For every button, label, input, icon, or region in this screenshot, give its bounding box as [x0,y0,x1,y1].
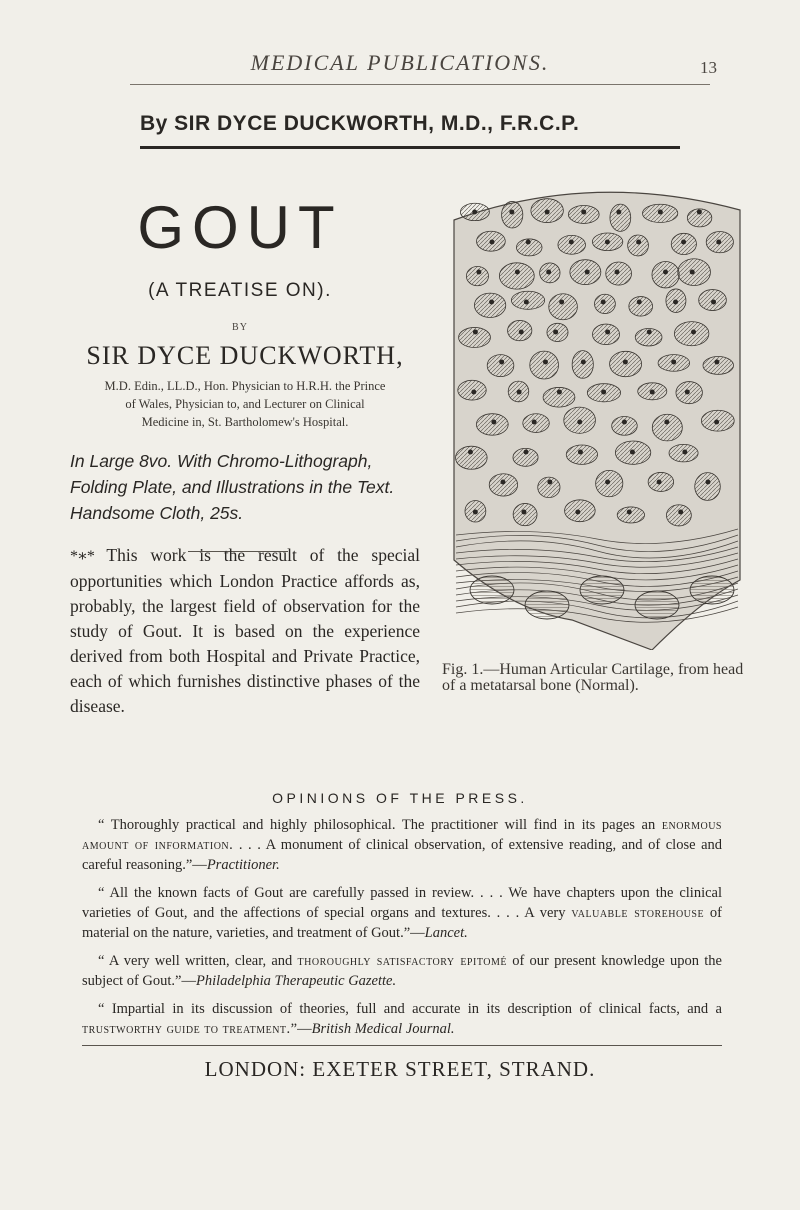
press-reviews [82,815,722,1047]
review-emphasis: trustworthy guide to treatment. [82,1021,291,1037]
cell-nucleus [673,300,678,305]
cartilage-cell [566,445,597,464]
review-emphasis: enormous amount of information. [82,817,722,853]
cartilage-lacuna [470,576,514,604]
cartilage-cell [466,267,488,286]
cell-nucleus [545,210,550,215]
cartilage-engraving [452,180,742,650]
cell-nucleus [521,510,526,515]
author-line: By SIR DYCE DUCKWORTH, M.D., F.R.C.P. [140,112,580,135]
cartilage-cell [476,414,508,435]
review-text: “ A very well written, clear, and [98,953,298,969]
cartilage-cell [592,324,619,345]
review-source: British Medical Journal. [311,1021,455,1037]
cartilage-lacuna [690,576,734,604]
cell-nucleus [489,300,494,305]
by-label: BY [232,322,248,333]
cell-nucleus [472,210,477,215]
cartilage-cell [617,507,644,523]
page-number: 13 [700,58,717,77]
cell-nucleus [581,210,586,215]
cell-nucleus [622,420,627,425]
review-text: “ Thoroughly practical and highly philosophical. The practitioner will find in its pages an [98,817,662,833]
cell-nucleus [685,390,690,395]
review-text: ”— [290,1021,312,1037]
review-text: “ All the known facts of Gout are carefully passed in review. . . . We have chapters upon the clinical varieties of Gout, and the affections of special organs and textures. . . . A very [82,885,722,921]
cell-nucleus [509,210,514,215]
figure-caption: Fig. 1.—Human Articular Cartilage, from head of a metatarsal bone (Normal). [442,661,744,694]
cell-nucleus [476,270,481,275]
cell-nucleus [524,300,529,305]
cell-nucleus [489,240,494,245]
cell-nucleus [663,270,668,275]
cell-nucleus [664,420,669,425]
book-title: GOUT [137,194,343,261]
cell-nucleus [575,510,580,515]
cell-nucleus [691,330,696,335]
cell-nucleus [630,450,635,455]
cell-nucleus [682,450,687,455]
cell-nucleus [647,330,652,335]
cell-nucleus [616,210,621,215]
cartilage-cell [610,204,631,231]
cell-nucleus [526,240,531,245]
author-rule [140,146,680,149]
cell-nucleus [471,390,476,395]
book-description [70,543,420,719]
cartilage-cell [513,503,537,525]
review-item [82,883,722,943]
cell-nucleus [553,330,558,335]
cell-nucleus [657,480,662,485]
cell-nucleus [532,420,537,425]
cell-nucleus [500,480,505,485]
cell-nucleus [578,450,583,455]
review-item [82,999,722,1039]
cartilage-lacuna [525,591,569,619]
cartilage-lacuna [635,591,679,619]
cell-nucleus [559,300,564,305]
cartilage-cell [703,356,734,374]
description-text: This work is the result of the special opportunities which London Practice affords as, probably, the largest field of observation for the study of Gout. It is based on the experience derived from both Hospital and Private Practice, each of which furnishes distinctive phases of the disease. [70,545,420,716]
asterism: *∗* [70,548,94,565]
cell-nucleus [601,390,606,395]
credentials-line: Medicine in, St. Bartholomew's Hospital. [141,415,349,429]
cartilage-cell [666,505,691,526]
cartilage-illustration [452,180,742,650]
cartilage-cell [595,294,616,313]
review-text: “ Impartial in its discussion of theories, full and accurate in its description of clinical facts, and a [98,1001,722,1017]
cell-nucleus [714,360,719,365]
review-source: Philadelphia Therapeutic Gazette. [195,973,397,989]
cell-nucleus [473,330,478,335]
cell-nucleus [569,240,574,245]
cartilage-cell [502,201,523,228]
review-text: . . . A monument of clinical observation, of extensive reading, and of close and careful reasoning.”— [82,837,723,873]
review-source: Lancet. [424,925,468,941]
cell-nucleus [546,270,551,275]
cell-nucleus [499,360,504,365]
cell-nucleus [543,360,548,365]
book-author: SIR DYCE DUCKWORTH, [86,341,404,370]
review-emphasis: valuable storehouse [571,905,705,921]
cell-nucleus [716,240,721,245]
book-subtitle: (A TREATISE ON). [148,280,332,301]
cell-nucleus [585,270,590,275]
review-source: Practitioner. [206,857,280,873]
cell-nucleus [690,270,695,275]
cartilage-cell [489,474,517,496]
review-text: of our present knowledge upon the subject of Gout.”— [82,953,722,989]
cartilage-cell [487,355,514,377]
header-rule [130,84,710,85]
cell-nucleus [711,300,716,305]
cell-nucleus [547,480,552,485]
author-credentials [70,377,420,431]
cell-nucleus [605,240,610,245]
cartilage-cell [652,414,682,441]
cell-nucleus [658,210,663,215]
review-item [82,951,722,991]
cell-nucleus [605,480,610,485]
cell-nucleus [557,390,562,395]
cartilage-cell [499,263,534,289]
cell-nucleus [705,480,710,485]
cell-nucleus [714,420,719,425]
publisher-imprint: LONDON: EXETER STREET, STRAND. [204,1057,596,1081]
cartilage-cell [558,235,586,254]
cell-nucleus [623,360,628,365]
cartilage-cell [456,446,488,469]
review-text: of material on the nature, varieties, and treatment of Gout.”— [82,905,722,941]
cell-nucleus [491,420,496,425]
cartilage-cell [612,416,638,435]
credentials-line: M.D. Edin., LL.D., Hon. Physician to H.R.H. the Prince [104,379,386,393]
opinions-heading: OPINIONS OF THE PRESS. [272,790,528,806]
cartilage-cell [549,294,578,320]
cell-nucleus [468,450,473,455]
cartilage-cell [695,473,721,501]
cartilage-cell [652,261,679,287]
cartilage-cell [474,293,505,317]
cell-nucleus [517,390,522,395]
cell-nucleus [637,300,642,305]
review-emphasis: thoroughly satisfactory epitomé [297,953,507,969]
cell-nucleus [697,210,702,215]
cell-nucleus [614,270,619,275]
cell-nucleus [524,450,529,455]
cartilage-cell [458,380,486,400]
cell-nucleus [681,240,686,245]
cell-nucleus [605,330,610,335]
cartilage-lacuna [580,576,624,604]
cell-nucleus [678,510,683,515]
cartilage-cell [629,297,653,317]
cell-nucleus [519,330,524,335]
cell-nucleus [627,510,632,515]
cell-nucleus [601,300,606,305]
cartilage-cell [530,351,559,379]
footer-rule [82,1045,722,1046]
cartilage-cell [572,351,593,379]
cell-nucleus [671,360,676,365]
cell-nucleus [581,360,586,365]
cell-nucleus [650,390,655,395]
cell-nucleus [577,420,582,425]
cell-nucleus [473,510,478,515]
cartilage-cell [628,235,649,256]
credentials-line: of Wales, Physician to, and Lecturer on Clinical [125,397,365,411]
edition-details: In Large 8vo. With Chromo-Lithograph, Folding Plate, and Illustrations in the Text. Handsome Cloth, 25s. [70,451,395,523]
cell-nucleus [636,240,641,245]
review-item [82,815,722,875]
cartilage-cell [674,322,709,346]
cell-nucleus [515,270,520,275]
running-head: MEDICAL PUBLICATIONS. [250,50,550,75]
